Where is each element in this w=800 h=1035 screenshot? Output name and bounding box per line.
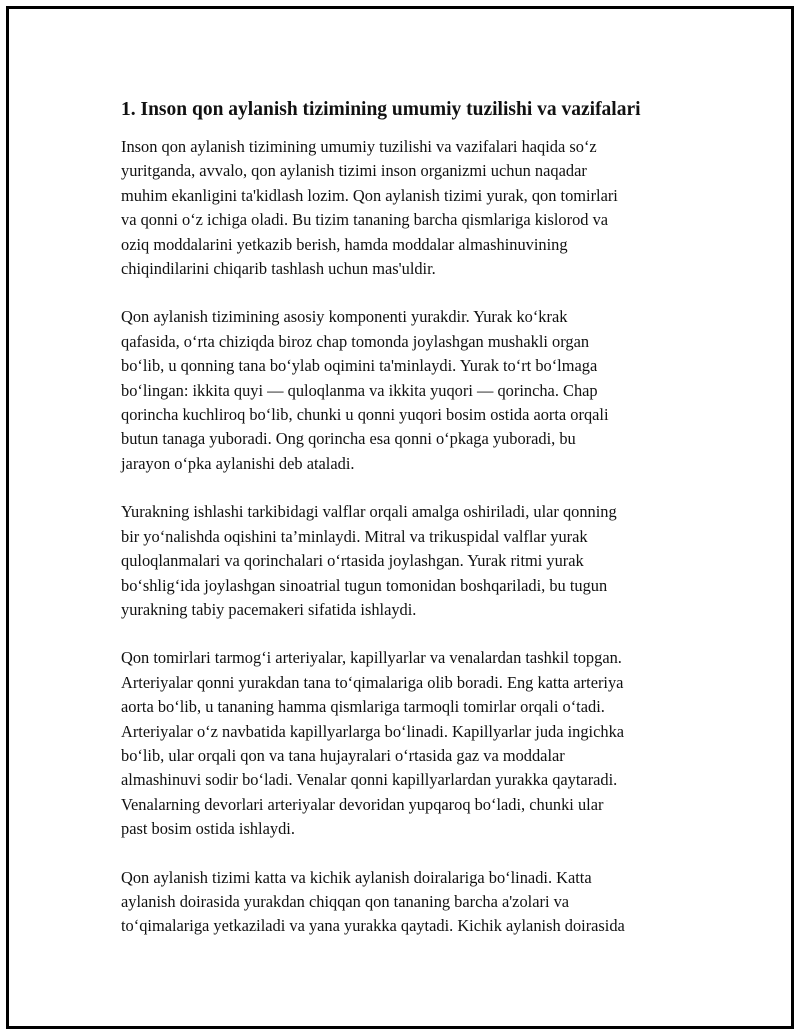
paragraph bbox=[121, 500, 701, 622]
paragraph bbox=[121, 866, 701, 939]
paragraph-line: Arteriyalar qonni yurakdan tana to‘qimalariga olib boradi. Eng katta arteriya bbox=[121, 672, 624, 692]
paragraph-line: bo‘lingan: ikkita quyi — quloqlanma va ikkita yuqori — qorincha. Chap bbox=[121, 380, 598, 400]
paragraph-line: yurakning tabiy pacemakeri sifatida ishlaydi. bbox=[121, 599, 417, 619]
paragraph-line: quloqlanmalari va qorinchalari o‘rtasida joylashgan. Yurak ritmi yurak bbox=[121, 551, 584, 571]
paragraph-line: va qonni o‘z ichiga oladi. Bu tizim tananing barcha qismlariga kislorod va bbox=[121, 210, 609, 230]
paragraph-line: Qon aylanish tizimi katta va kichik aylanish doiralariga bo‘linadi. Katta bbox=[121, 867, 592, 887]
paragraph-line: jarayon o‘pka aylanishi deb ataladi. bbox=[121, 453, 355, 473]
paragraph-line: oziq moddalarini yetkazib berish, hamda moddalar almashinuvining bbox=[121, 234, 568, 254]
paragraph-line: bir yo‘nalishda oqishini ta’minlaydi. Mitral va trikuspidal valflar yurak bbox=[121, 526, 588, 546]
paragraph-line: Qon tomirlari tarmog‘i arteriyalar, kapillyarlar va venalardan tashkil topgan. bbox=[121, 648, 622, 668]
paragraph-line: butun tanaga yuboradi. Ong qorincha esa qonni o‘pkaga yuboradi, bu bbox=[121, 429, 576, 449]
paragraph-line: Yurakning ishlashi tarkibidagi valflar orqali amalga oshiriladi, ular qonning bbox=[121, 502, 617, 522]
paragraph bbox=[121, 646, 701, 841]
paragraph-line: aorta bo‘lib, u tananing hamma qismlariga tarmoqli tomirlar orqali o‘tadi. bbox=[121, 697, 605, 717]
paragraph-line: qafasida, o‘rta chiziqda biroz chap tomonda joylashgan mushakli organ bbox=[121, 331, 590, 351]
section-heading: 1. Inson qon aylanish tizimining umumiy tuzilishi va vazifalari bbox=[121, 99, 641, 120]
paragraph-line: muhim ekanligini ta'kidlash lozim. Qon aylanish tizimi yurak, qon tomirlari bbox=[121, 185, 618, 205]
paragraph-line: almashinuvi sodir bo‘ladi. Venalar qonni kapillyarlardan yurakka qaytaradi. bbox=[121, 770, 618, 790]
paragraph-line: bo‘shlig‘ida joylashgan sinoatrial tugun tomonidan boshqariladi, bu tugun bbox=[121, 575, 608, 595]
paragraph-line: Venalarning devorlari arteriyalar devoridan yupqaroq bo‘ladi, chunki ular bbox=[121, 794, 604, 814]
paragraph-line: aylanish doirasida yurakdan chiqqan qon tananing barcha a'zolari va bbox=[121, 891, 570, 911]
paragraph bbox=[121, 305, 701, 476]
paragraph-line: yuritganda, avvalo, qon aylanish tizimi inson organizmi uchun naqadar bbox=[121, 161, 587, 181]
paragraph-line: Inson qon aylanish tizimining umumiy tuzilishi va vazifalari haqida so‘z bbox=[121, 137, 597, 156]
paragraph-line: qorincha kuchliroq bo‘lib, chunki u qonni yuqori bosim ostida aorta orqali bbox=[121, 405, 609, 425]
document-body bbox=[121, 97, 701, 963]
paragraph-line: to‘qimalariga yetkaziladi va yana yurakka qaytadi. Kichik aylanish doirasida bbox=[121, 916, 625, 936]
paragraph bbox=[121, 135, 701, 281]
paragraph-line: past bosim ostida ishlaydi. bbox=[121, 819, 295, 839]
paragraph-line: bo‘lib, u qonning tana bo‘ylab oqimini ta'minlaydi. Yurak to‘rt bo‘lmaga bbox=[121, 356, 598, 376]
paragraph-line: bo‘lib, ular orqali qon va tana hujayralari o‘rtasida gaz va moddalar bbox=[121, 745, 565, 765]
paragraph-line: Arteriyalar o‘z navbatida kapillyarlarga bo‘linadi. Kapillyarlar juda ingichka bbox=[121, 721, 625, 741]
paragraph-line: Qon aylanish tizimining asosiy komponenti yurakdir. Yurak ko‘krak bbox=[121, 307, 568, 327]
page-frame bbox=[6, 6, 794, 1029]
paragraph-line: chiqindilarini chiqarib tashlash uchun mas'uldir. bbox=[121, 259, 436, 279]
paragraphs-container bbox=[121, 135, 701, 939]
